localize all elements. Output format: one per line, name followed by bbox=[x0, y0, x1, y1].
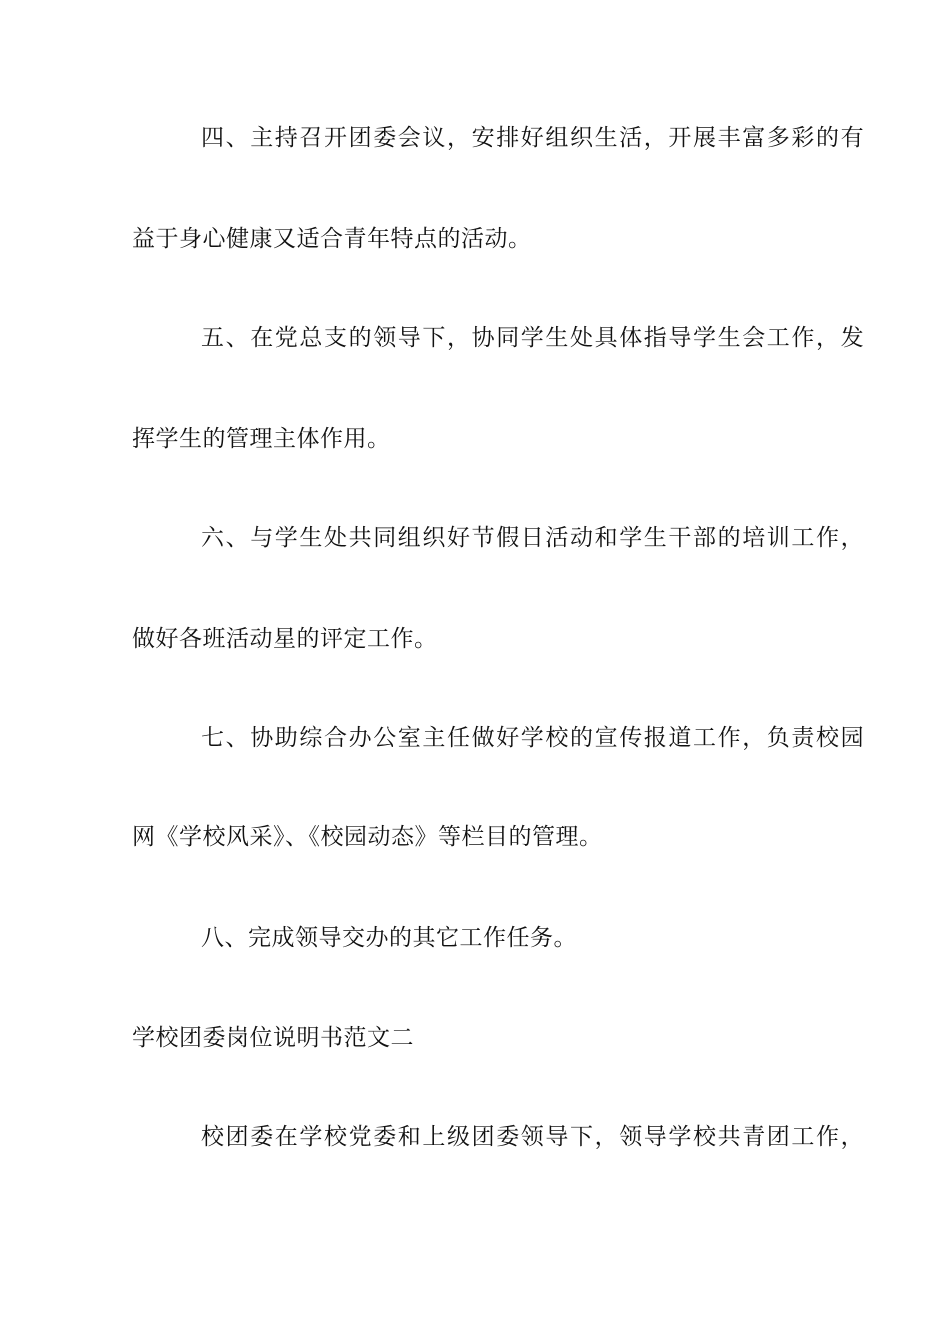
paragraph-8-line-1: 八、完成领导交办的其它工作任务。 bbox=[201, 925, 577, 951]
paragraph-6-line-2: 做好各班活动星的评定工作。 bbox=[132, 626, 438, 652]
paragraph-5-line-2: 挥学生的管理主体作用。 bbox=[132, 426, 391, 452]
last-paragraph-line-1: 校团委在学校党委和上级团委领导下，领导学校共青团工作， bbox=[201, 1124, 866, 1150]
paragraph-5-line-1: 五、在党总支的领导下，协同学生处具体指导学生会工作，发 bbox=[201, 325, 866, 351]
section-title: 学校团委岗位说明书范文二 bbox=[132, 1025, 414, 1051]
paragraph-7-line-2: 网《学校风采》、《校园动态》等栏目的管理。 bbox=[132, 824, 603, 850]
paragraph-4-line-1: 四、主持召开团委会议，安排好组织生活，开展丰富多彩的有 bbox=[201, 125, 866, 151]
paragraph-7-line-1: 七、协助综合办公室主任做好学校的宣传报道工作，负责校园 bbox=[201, 725, 866, 751]
paragraph-4-line-2: 益于身心健康又适合青年特点的活动。 bbox=[132, 226, 532, 252]
paragraph-6-line-1: 六、与学生处共同组织好节假日活动和学生干部的培训工作， bbox=[201, 525, 866, 551]
